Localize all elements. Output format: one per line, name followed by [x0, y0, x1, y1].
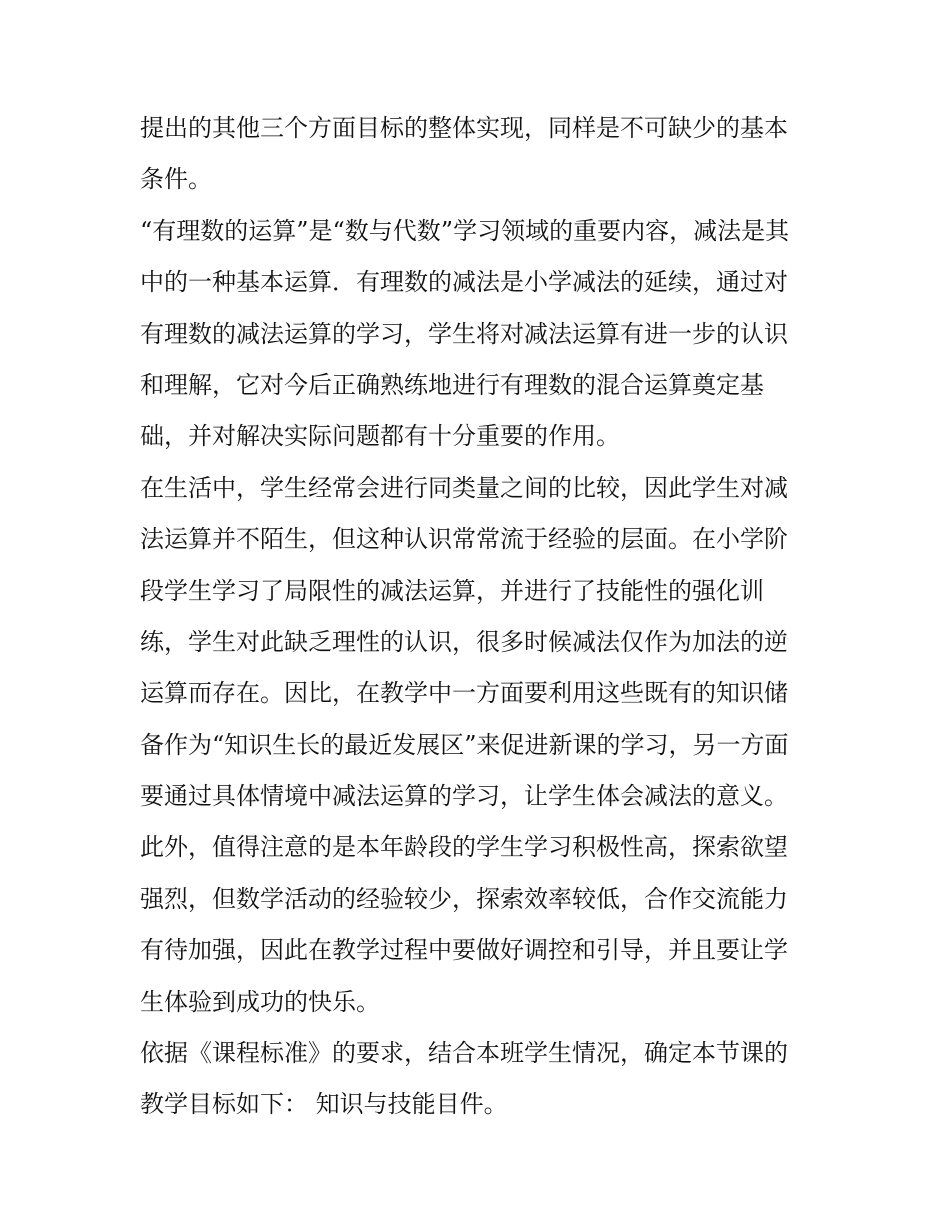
text-line: 法运算并不陌生，但这种认识常常流于经验的层面。在小学阶 [140, 525, 788, 554]
text-line: 段学生学习了局限性的减法运算，并进行了技能性的强化训 [140, 576, 764, 605]
document-body [140, 103, 820, 1131]
text-line: 和理解，它对今后正确熟练地进行有理数的混合运算奠定基 [140, 370, 764, 399]
text-line: 有理数的减法运算的学习，学生将对减法运算有进一步的认识 [140, 319, 788, 348]
text-line: 有待加强，因此在教学过程中要做好调控和引导，并且要让学 [140, 936, 788, 965]
text-line: 础，并对解决实际问题都有十分重要的作用。 [140, 422, 620, 451]
text-line: 教学目标如下： 知识与技能目件。 [140, 1090, 508, 1119]
text-line: 条件。 [140, 165, 212, 194]
text-line: “有理数的运算”是“数与代数”学习领域的重要内容，减法是其 [140, 216, 790, 245]
text-line: 运算而存在。因比，在教学中一方面要利用这些既有的知识储 [140, 679, 788, 708]
text-line: 依据《课程标准》的要求，结合本班学生情况，确定本节课的 [140, 1039, 788, 1068]
text-line: 生体验到成功的快乐。 [140, 987, 380, 1016]
text-line: 练，学生对此缺乏理性的认识，很多时候减法仅作为加法的逆 [140, 627, 788, 656]
text-line: 此外，值得注意的是本年龄段的学生学习积极性高，探索欲望 [140, 833, 788, 862]
text-line: 要通过具体情境中减法运算的学习，让学生体会减法的意义。 [140, 782, 788, 811]
text-line: 备作为“知识生长的最近发展区”来促进新课的学习，另一方面 [140, 730, 789, 759]
text-line: 在生活中，学生经常会进行同类量之间的比较，因此学生对减 [140, 473, 788, 502]
text-line: 提出的其他三个方面目标的整体实现，同样是不可缺少的基本 [140, 114, 788, 142]
text-line: 中的一种基本运算．有理数的减法是小学减法的延续，通过对 [140, 268, 788, 297]
text-line: 强烈，但数学活动的经验较少，探索效率较低，合作交流能力 [140, 884, 788, 913]
